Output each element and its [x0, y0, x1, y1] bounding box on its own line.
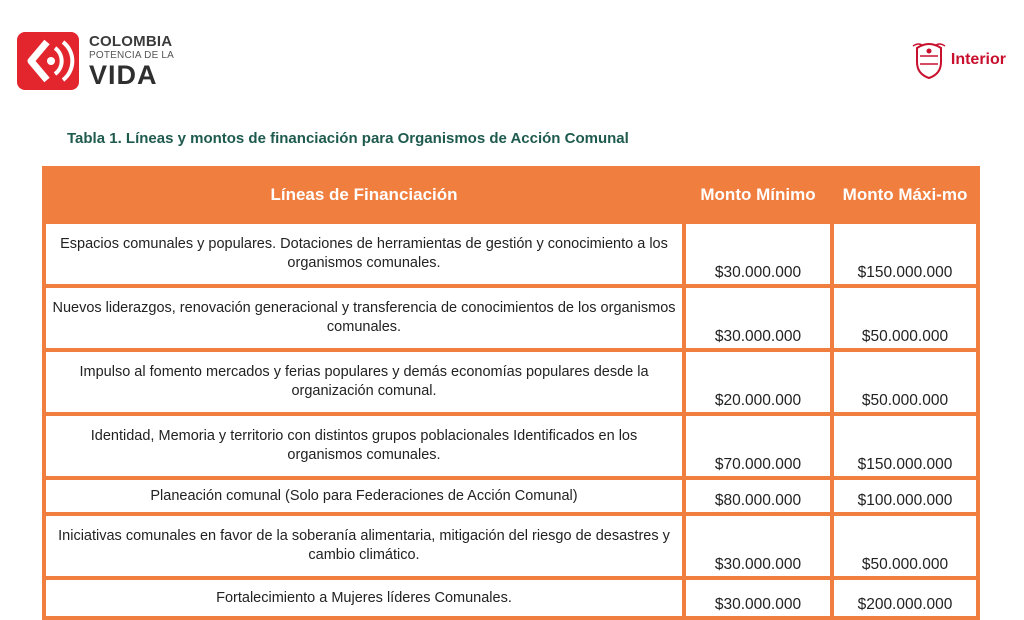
row-max: $50.000.000	[834, 516, 976, 576]
row-max: $200.000.000	[834, 580, 976, 616]
table-row	[46, 352, 976, 412]
row-min: $30.000.000	[686, 580, 830, 616]
table-row	[46, 580, 976, 616]
financing-table	[42, 166, 980, 620]
row-line: Espacios comunales y populares. Dotaciones de herramientas de gestión y conocimiento a los organismos comunales.	[46, 224, 682, 284]
row-min: $30.000.000	[686, 288, 830, 348]
row-line: Planeación comunal (Solo para Federaciones de Acción Comunal)	[46, 480, 682, 512]
row-line: Fortalecimiento a Mujeres líderes Comunales.	[46, 580, 682, 616]
table-row	[46, 288, 976, 348]
row-max: $100.000.000	[834, 480, 976, 512]
row-max: $50.000.000	[834, 352, 976, 412]
header-lineas: Líneas de Financiación	[46, 170, 682, 220]
table-row	[46, 224, 976, 284]
colombia-logo-mark-icon	[17, 32, 79, 90]
brand-line-2: POTENCIA DE LA	[89, 49, 175, 61]
table-row	[46, 416, 976, 476]
row-max: $50.000.000	[834, 288, 976, 348]
brand-line-3: VIDA	[89, 59, 158, 90]
row-line: Iniciativas comunales en favor de la soberanía alimentaria, mitigación del riesgo de desastres y cambio climático.	[46, 516, 682, 576]
row-max: $150.000.000	[834, 224, 976, 284]
row-min: $30.000.000	[686, 224, 830, 284]
ministry-label: Interior	[950, 51, 1006, 68]
header-monto-minimo: Monto Mínimo	[686, 170, 830, 220]
brand-line-1: COLOMBIA	[89, 32, 173, 50]
header-monto-maximo: Monto Máxi-mo	[834, 170, 976, 220]
ministerio-interior-logo	[911, 40, 1006, 80]
row-line: Impulso al fomento mercados y ferias populares y demás economías populares desde la organización comunal.	[46, 352, 682, 412]
table-caption: Tabla 1. Líneas y montos de financiación para Organismos de Acción Comunal	[67, 130, 629, 147]
table-header-row	[46, 170, 976, 220]
row-min: $30.000.000	[686, 516, 830, 576]
row-line: Identidad, Memoria y territorio con distintos grupos poblacionales Identificados en los organismos comunales.	[46, 416, 682, 476]
table-row	[46, 516, 976, 576]
row-line: Nuevos liderazgos, renovación generacional y transferencia de conocimientos de los organismos comunales.	[46, 288, 682, 348]
coat-of-arms-icon	[911, 40, 947, 80]
row-min: $80.000.000	[686, 480, 830, 512]
row-min: $20.000.000	[686, 352, 830, 412]
colombia-potencia-de-la-vida-logo	[17, 31, 187, 91]
row-min: $70.000.000	[686, 416, 830, 476]
row-max: $150.000.000	[834, 416, 976, 476]
table-row	[46, 480, 976, 512]
